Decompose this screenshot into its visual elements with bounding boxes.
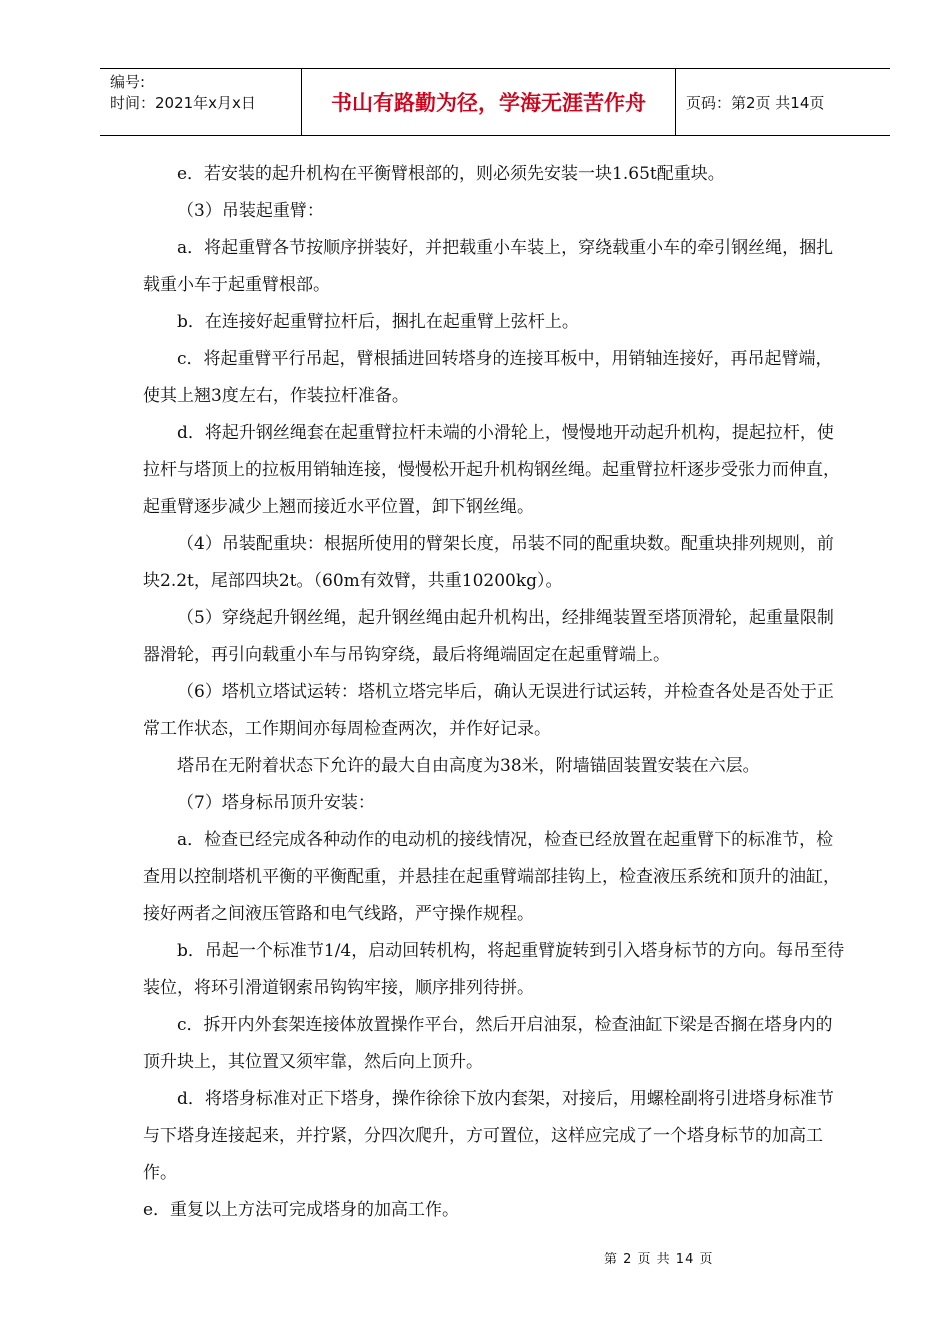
header-meta	[100, 69, 302, 135]
paragraph: c．拆开内外套架连接体放置操作平台，然后开启油泵，检查油缸下梁是否搁在塔身内的顶升块上，其位置又须牢靠，然后向上顶升。	[143, 1015, 833, 1072]
paragraph: a．检查已经完成各种动作的电动机的接线情况，检查已经放置在起重臂下的标准节，检查用以控制塔机平衡的平衡配重，并悬挂在起重臂端部挂钩上，检查液压系统和顶升的油缸，接好两者之间液压管路和电气线路，严守操作规程。	[143, 830, 840, 924]
paragraph: e．若安装的起升机构在平衡臂根部的，则必须先安装一块1.65t配重块。	[177, 164, 725, 184]
paragraph: （6）塔机立塔试运转：塔机立塔完毕后，确认无误进行试运转，并检查各处是否处于正常工作状态，工作期间亦每周检查两次，并作好记录。	[143, 682, 834, 739]
paragraph: b．吊起一个标准节1/4，启动回转机构，将起重臂旋转到引入塔身标节的方向。每吊至待装位，将环引滑道钢索吊钩钩牢接，顺序排列待拼。	[143, 941, 845, 998]
time-label: 时间：2021年x月x日	[110, 94, 256, 112]
paragraph: （4）吊装配重块：根据所使用的臂架长度，吊装不同的配重块数。配重块排列规则，前块2.2t，尾部四块2t。（60m有效臂，共重10200kg）。	[143, 534, 834, 591]
paragraph: （5）穿绕起升钢丝绳，起升钢丝绳由起升机构出，经排绳装置至塔顶滑轮，起重量限制器滑轮，再引向载重小车与吊钩穿绕，最后将绳端固定在起重臂端上。	[143, 608, 834, 665]
page-footer: 第 2 页 共 14 页	[604, 1252, 714, 1267]
paragraph: （3）吊装起重臂：	[177, 201, 324, 221]
paragraph: e．重复以上方法可完成塔身的加高工作。	[143, 1200, 460, 1220]
page-header	[100, 68, 890, 136]
paragraph: c．将起重臂平行吊起，臂根插进回转塔身的连接耳板中，用销轴连接好，再吊起臂端，使其上翘3度左右，作装拉杆准备。	[143, 349, 833, 406]
paragraph: a．将起重臂各节按顺序拼装好，并把载重小车装上，穿绕载重小车的牵引钢丝绳，捆扎载重小车于起重臂根部。	[143, 238, 834, 295]
header-slogan: 书山有路勤为径，学海无涯苦作舟	[302, 69, 676, 135]
document-body	[143, 156, 849, 1229]
paragraph: 塔吊在无附着状态下允许的最大自由高度为38米，附墙锚固装置安装在六层。	[177, 756, 760, 776]
header-page-info: 页码：第2页 共14页	[686, 93, 825, 112]
paragraph: （7）塔身标吊顶升安装：	[177, 793, 375, 813]
paragraph: d．将塔身标准对正下塔身，操作徐徐下放内套架，对接后，用螺栓副将引进塔身标准节与下塔身连接起来，并拧紧，分四次爬升，方可置位，这样应完成了一个塔身标节的加高工作。	[143, 1089, 834, 1183]
paragraph: b．在连接好起重臂拉杆后，捆扎在起重臂上弦杆上。	[177, 312, 579, 332]
paragraph: d．将起升钢丝绳套在起重臂拉杆未端的小滑轮上，慢慢地开动起升机构，提起拉杆，使拉杆与塔顶上的拉板用销轴连接，慢慢松开起升机构钢丝绳。起重臂拉杆逐步受张力而伸直，起重臂逐步减少上翘而接近水平位置，卸下钢丝绳。	[143, 423, 840, 517]
code-label: 编号:	[110, 73, 146, 91]
